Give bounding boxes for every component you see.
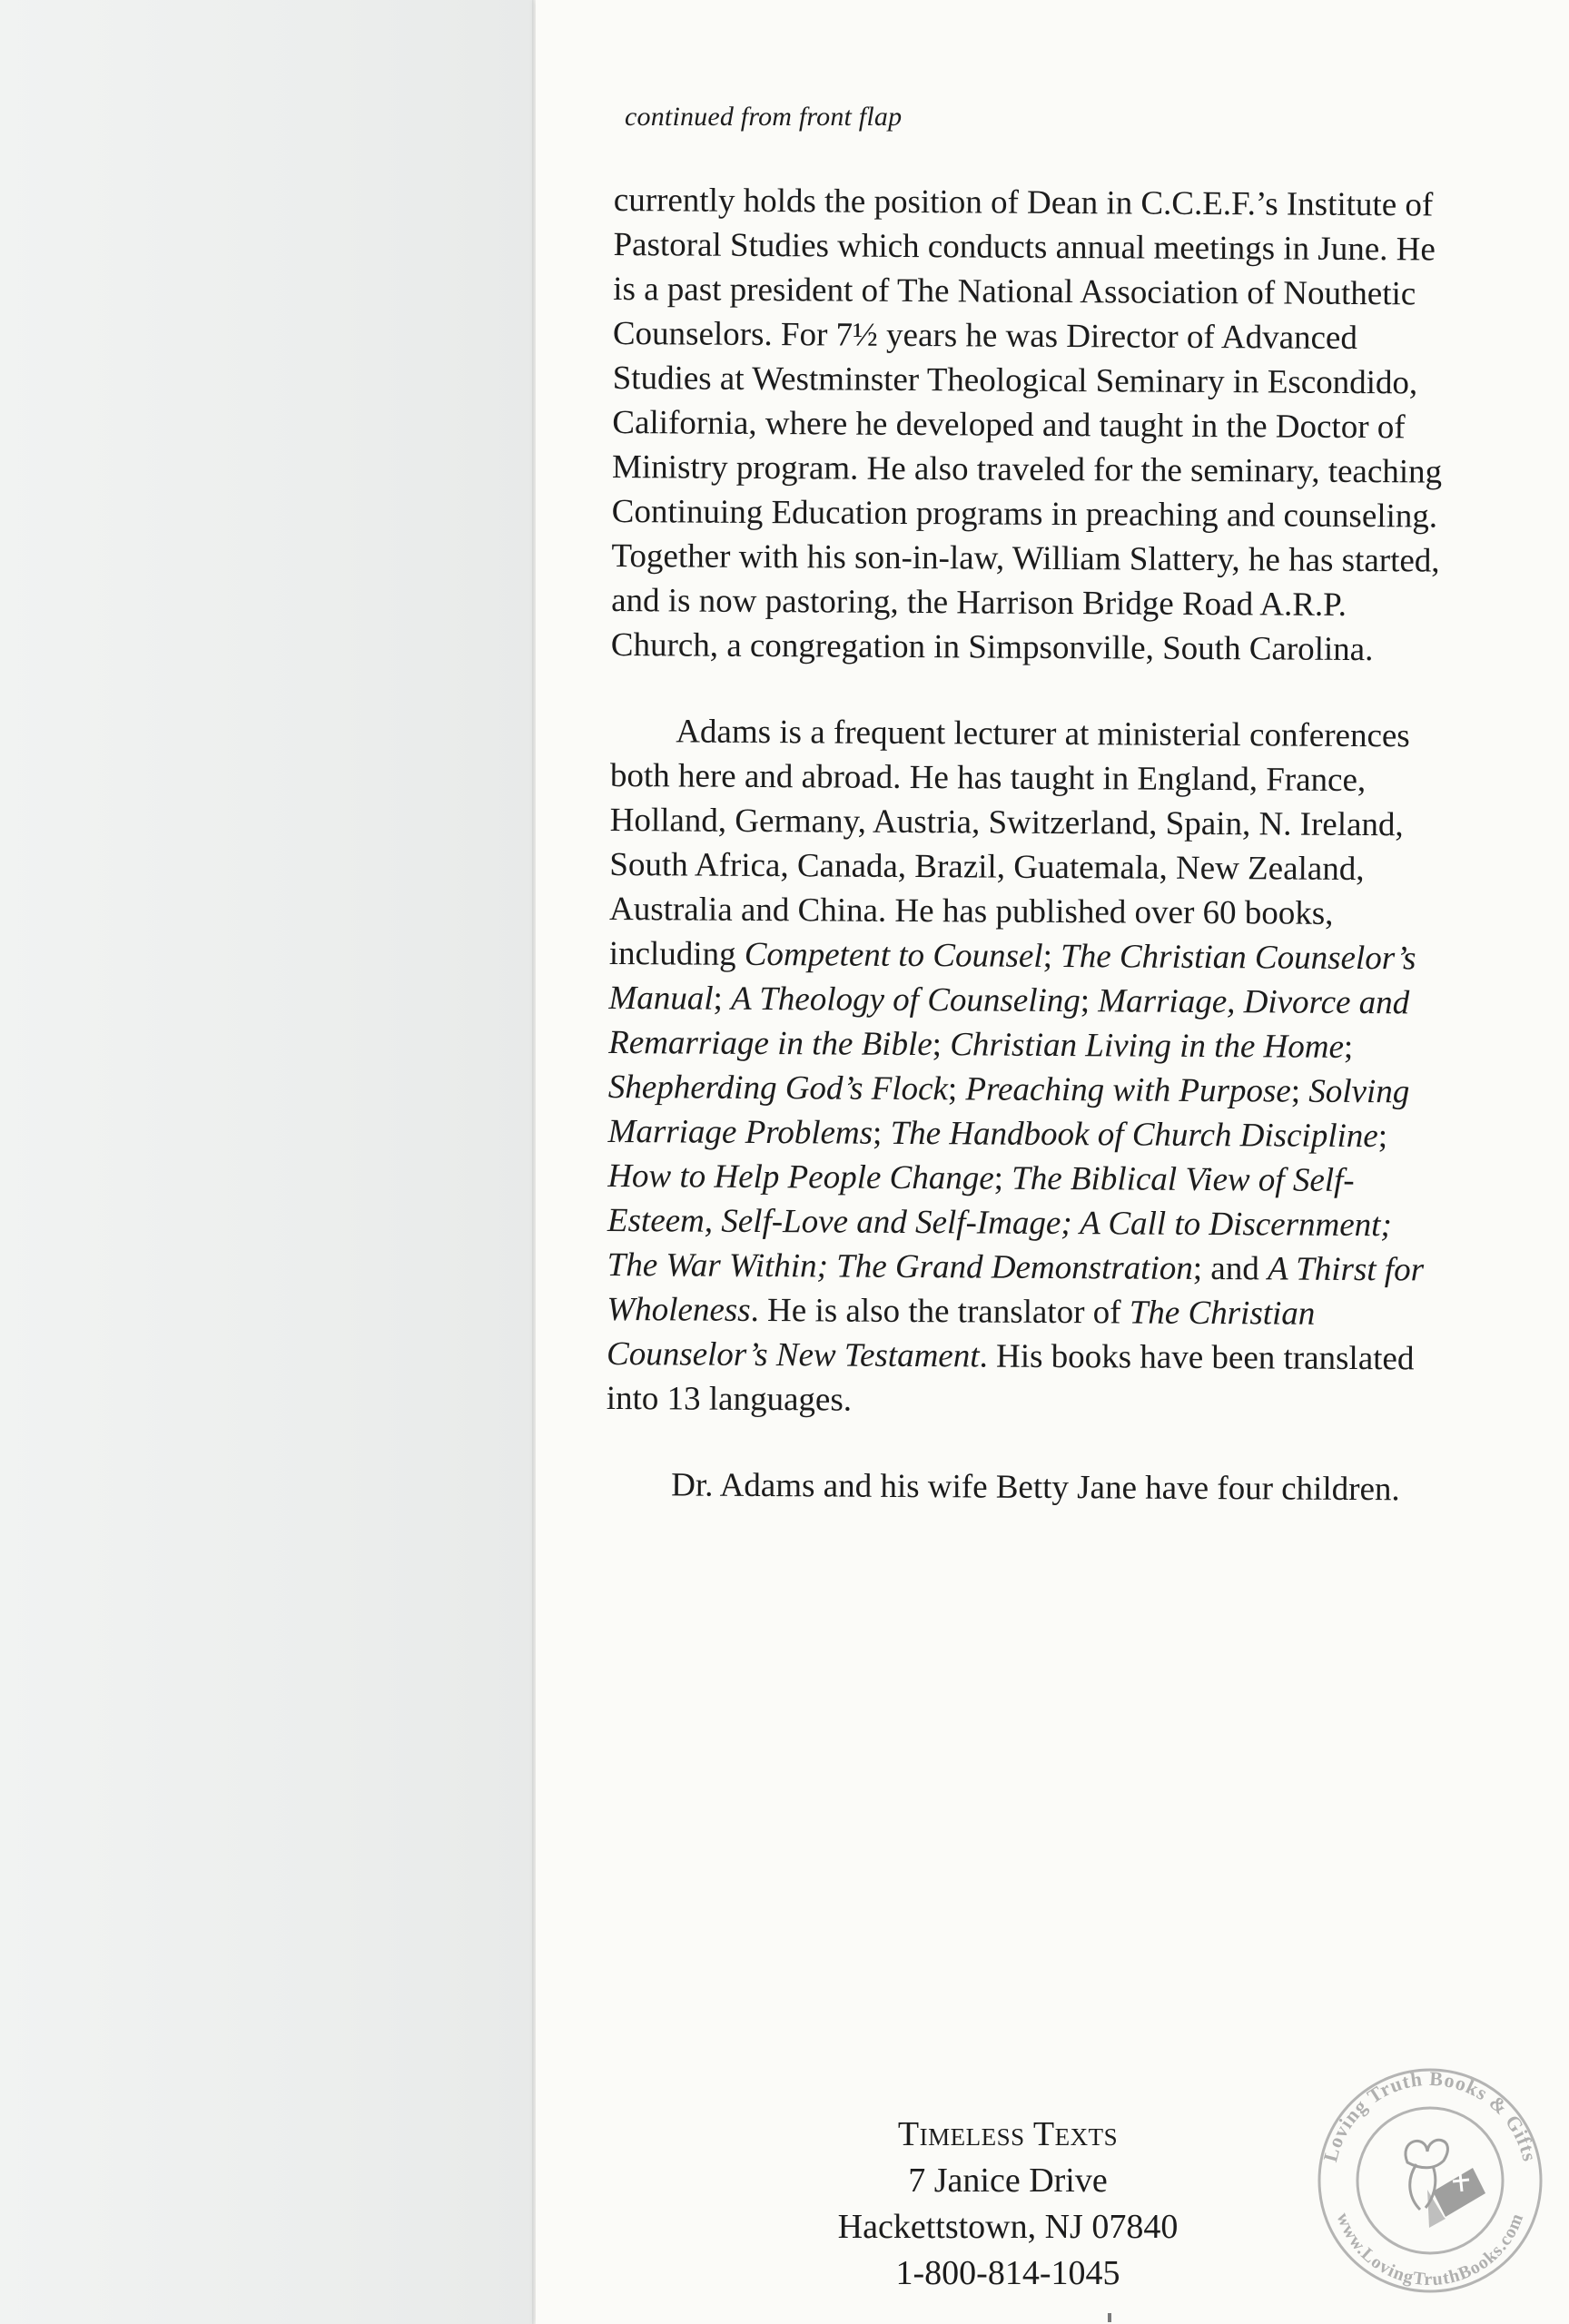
book-title: The Handbook of Church Discipline [890,1114,1378,1156]
separator: ; [1377,1118,1388,1156]
separator: ; [932,1026,951,1064]
separator: . He is also the translator of [750,1291,1130,1332]
book-title: Shepherding God’s Flock [607,1068,949,1108]
bio-paragraph-1 [611,178,1449,673]
bio-paragraph-3 [606,1462,1441,1512]
seal-bottom-text: www.LovingTruthBooks.com [1332,2210,1528,2290]
book-title: The Christian Counselor’s Manual [608,938,1416,1018]
separator: ; [1080,982,1099,1020]
trim-mark [1108,2313,1111,2322]
book-title: Preaching with Purpose [965,1070,1291,1110]
book-title: A Thirst for Wholeness [607,1250,1425,1329]
svg-text:Loving Truth Books & Gifts [1318,2067,1542,2164]
bio-paragraph-1-text: currently holds the position of Dean in C.C.E.F.’s Institute of Pastoral Studies which conducts annual meetings in June. He is a past president of The National Association of Nouthetic Counselors. For 7½ years he was Director of Advanced Studies at Westminster Theological Seminary in Escondido, California, where he developed and taught in the Doctor of Ministry program. He also traveled for the seminary, teaching Continuing Education programs in preaching and counseling. Together with his son-in-law, William Slattery, he has started, and is now pastoring, the Harrison Bridge Road A.R.P. Church, a congregation in Simpsonville, South Carolina. [610,181,1443,669]
bio-paragraph-3-text: Dr. Adams and his wife Betty Jane have four children. [671,1466,1400,1509]
publisher-name: Timeless Texts [897,2115,1119,2153]
bookstore-seal-stamp [1308,2053,1553,2299]
bio-paragraph-2-intro: Adams is a frequent lecturer at ministerial conferences both here and abroad. He has taught in England, France, Holland, Germany, Austria, Switzerland, Spain, N. Ireland, South Africa, Canada, Brazil, Guatemala, New Zealand, Australia and China. He has published over 60 books, including [608,713,1410,973]
author-bio [606,178,1449,1554]
jacket-spine-area [0,0,536,2324]
publisher-address [772,2112,1244,2297]
book-title: Competent to Counsel [744,935,1043,975]
publisher-street: 7 Janice Drive [908,2162,1108,2200]
seal-top-text: Loving Truth Books & Gifts [1318,2066,1542,2164]
book-title: A Theology of Counseling [730,980,1081,1020]
seal-book-and-bow-icon [1406,2140,1485,2228]
publisher-city: Hackettstown, NJ 07840 [837,2208,1179,2246]
separator: ; [1290,1072,1309,1110]
separator: ; [713,980,732,1018]
book-title: How to Help People Change [607,1157,994,1197]
separator: ; and [1192,1249,1268,1288]
separator: ; [872,1114,891,1152]
publisher-phone: 1-800-814-1045 [895,2254,1120,2292]
book-title: Marriage, Divorce and Remarriage in the Bible [608,982,1410,1064]
separator: ; [993,1159,1012,1197]
bio-paragraph-2 [607,709,1446,1426]
separator: ; [1343,1028,1354,1066]
book-title: Christian Living in the Home [950,1026,1345,1066]
book-title: The Christian Counselor’s New Testament [606,1294,1316,1375]
separator: ; [1042,937,1061,976]
continued-note: continued from front flap [625,102,903,132]
bio-paragraph-2-end: . His books have been translated into 13 languages. [606,1337,1415,1419]
book-title: Solving Marriage Problems [607,1072,1410,1152]
separator: ; [947,1070,966,1108]
book-title: The Biblical View of Self-Esteem, Self-Love and Self-Image; A Call to Discernment; The War Within; The Grand Demonstration [607,1159,1392,1287]
